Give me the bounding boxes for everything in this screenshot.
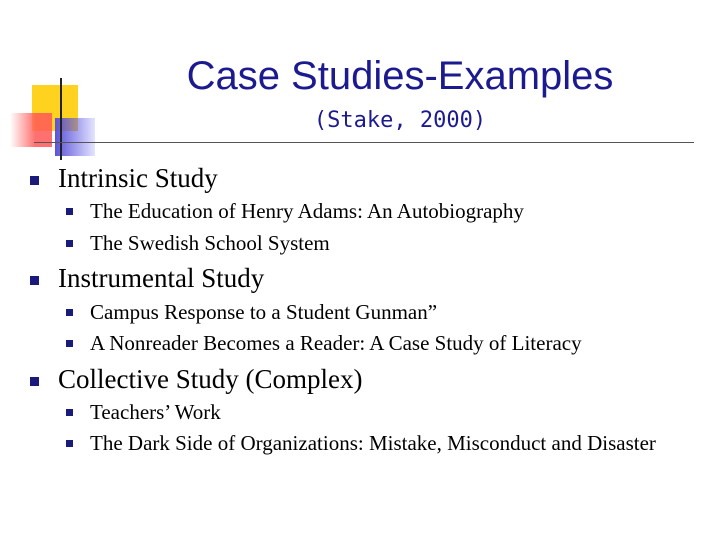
section-heading: Instrumental Study [58, 263, 265, 293]
slide-title: Case Studies-Examples [186, 54, 614, 98]
list-item: The Dark Side of Organizations: Mistake, Misconduct and Disaster [90, 431, 656, 455]
bullet-square-icon [30, 176, 39, 185]
list-item: The Swedish School System [90, 231, 330, 255]
bullet-square-icon [30, 377, 39, 386]
list-item: Campus Response to a Student Gunman” [90, 300, 438, 324]
section-heading: Collective Study (Complex) [58, 364, 363, 394]
bullet-square-icon [66, 309, 73, 316]
bullet-square-icon [30, 276, 39, 285]
list-item: The Education of Henry Adams: An Autobiography [90, 199, 524, 223]
list-item: A Nonreader Becomes a Reader: A Case Study of Literacy [90, 331, 582, 355]
list-item: Teachers’ Work [90, 400, 221, 424]
bullet-square-icon [66, 240, 73, 247]
bullet-square-icon [66, 440, 73, 447]
section-heading: Intrinsic Study [58, 163, 218, 193]
bullet-square-icon [66, 340, 73, 347]
bullet-square-icon [66, 409, 73, 416]
slide-subtitle: (Stake, 2000) [313, 108, 487, 133]
bullet-square-icon [66, 208, 73, 215]
